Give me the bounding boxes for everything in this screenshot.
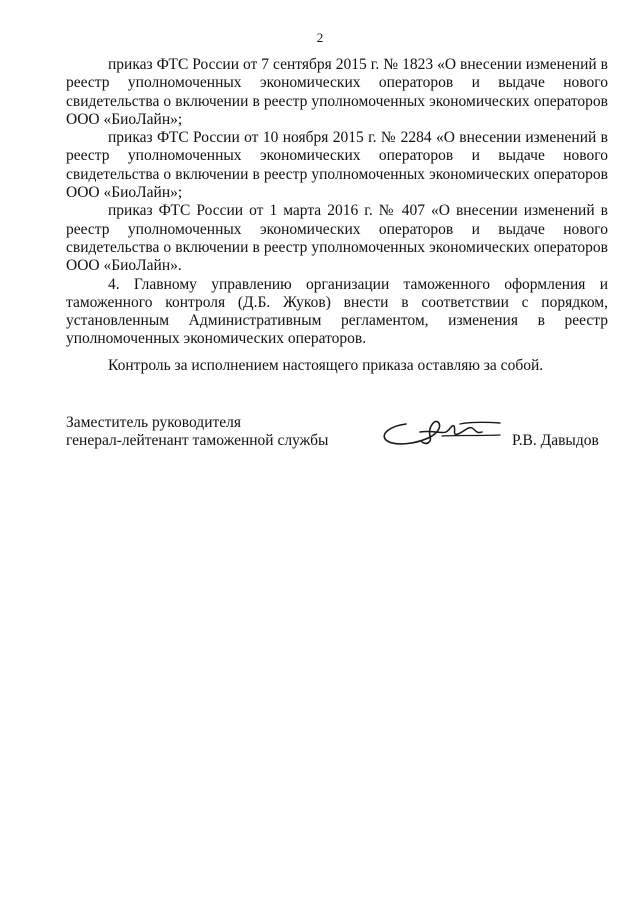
order-paragraph-407: приказ ФТС России от 1 марта 2016 г. № 407 «О внесении изменений в реестр уполномоченных экономических операторов и выдаче нового свидетельства о включении в реестр уполномоченных экономических операторов ООО «БиоЛайн».: [66, 202, 608, 275]
page-number: 2: [316, 30, 324, 45]
clause-4-paragraph: 4. Главному управлению организации таможенного оформления и таможенного контроля (Д.Б. Жуков) внести в соответствии с порядком, установленным Административным регламентом, изменения в реестр уполномоченных экономических операторов.: [66, 275, 608, 348]
order-body: [66, 56, 608, 349]
order-paragraph-1823: приказ ФТС России от 7 сентября 2015 г. № 1823 «О внесении изменений в реестр уполномоченных экономических операторов и выдаче нового свидетельства о включении в реестр уполномоченных экономических операторов ООО «БиоЛайн»;: [66, 56, 608, 128]
signer-position-line-2: генерал-лейтенант таможенной службы: [66, 432, 329, 450]
control-statement: Контроль за исполнением настоящего приказа оставляю за собой.: [108, 357, 544, 374]
handwritten-signature-icon: [376, 414, 506, 448]
signer-position: [66, 414, 328, 451]
order-paragraph-2284: приказ ФТС России от 10 ноября 2015 г. № 2284 «О внесении изменений в реестр уполномоченных экономических операторов и выдаче нового свидетельства о включении в реестр уполномоченных экономических операторов ООО «БиоЛайн»;: [66, 129, 608, 202]
signer-name: Р.В. Давыдов: [512, 432, 599, 449]
signer-position-line-1: Заместитель руководителя: [66, 414, 242, 431]
